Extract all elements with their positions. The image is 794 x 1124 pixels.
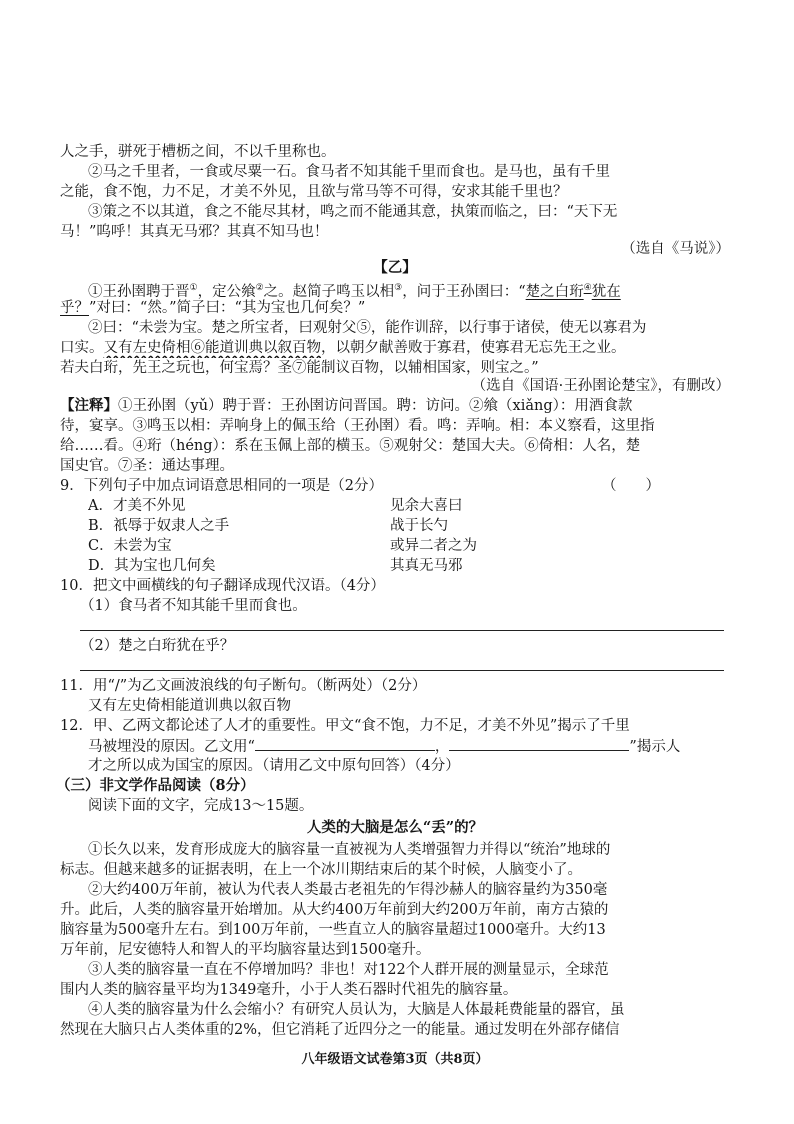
jia-paragraph-3: ③策之不以其道，食之不能尽其材，鸣之而不能通其意，执策而临之，曰：“天下无 [88, 204, 618, 220]
section-3-heading: （三）非文学作品阅读（8分） [56, 777, 255, 794]
article-paragraph-4-cont: 然现在大脑只占人类体重的2%，但它消耗了近四分之一的能量。通过发明在外部存储信 [60, 1022, 620, 1038]
article-title: 人类的大脑是怎么“丢”的？ [306, 819, 484, 836]
jia-line: 人之手，骈死于槽枥之间，不以千里称也。 [60, 144, 336, 160]
yi-paragraph-2-end: 若夫白珩，先王之玩也，何宝焉？圣⑦能制议百物，以辅相国家，则宝之。” [60, 360, 539, 376]
notes-line-4: 国史官。⑦圣：通达事理。 [60, 458, 234, 474]
yi-paragraph-2-cont: 口实。又有左史倚相⑥能道训典以叙百物，以朝夕献善败于寡君，使寡君无忘先王之业。 [60, 340, 626, 356]
article-paragraph-2-cont: 脑容量为500毫升左右。到100万年前，一些直立人的脑容量超过1000毫升。大约13 [60, 922, 606, 938]
notes-tag: 【注释】 [60, 397, 118, 414]
article-paragraph-4: ④人类的脑容量为什么会缩小？有研究人员认为，大脑是人体最耗费能量的器官，虽 [88, 1002, 625, 1018]
yi-paragraph-2: ②曰：“未尝为宝。楚之所宝者，曰观射父⑤，能作训辞，以行事于诸侯，使无以寡君为 [88, 320, 647, 336]
article-paragraph-3-cont: 围内人类的脑容量平均为1349毫升，小于人类石器时代祖先的脑容量。 [60, 982, 518, 998]
answer-line-1[interactable] [80, 630, 724, 631]
jia-paragraph-2-cont: 之能，食不饱，力不足，才美不外见，且欲与常马等不可得，安求其能千里也？ [60, 184, 568, 200]
page-footer: 八年级语文试卷第3页（共8页） [301, 1052, 489, 1067]
question-9-stem: 9．下列句子中加点词语意思相同的一项是（2分） （ ） [60, 478, 660, 494]
section-3-intro: 阅读下面的文字，完成13～15题。 [88, 798, 314, 814]
option-a: A．才美不外见 见余大喜曰 [88, 498, 463, 514]
notes-line-2: 待，宴享。③鸣玉以相：弄响身上的佩玉给（王孙圉）看。鸣：弄响。相：本义察看，这里指 [60, 418, 655, 434]
jia-paragraph-3-cont: 马！”呜呼！其真无马邪？其真不知马也！ [60, 224, 329, 240]
jia-source: （选自《马说》） [621, 241, 730, 257]
question-10-sentence-2: （2）楚之白珩犹在乎？ [80, 638, 235, 654]
article-paragraph-3: ③人类的脑容量一直在不停增加吗？非也！对122个人群开展的测量显示，全球范 [88, 962, 609, 978]
notes-line-1: 【注释】①王孙圉（yǔ）聘于晋：王孙圉访问晋国。聘：访问。②飨（xiǎng）：用酒食款 [60, 397, 633, 414]
yi-heading: 【乙】 [373, 259, 417, 276]
question-11-stem: 11．用“/”为乙文画波浪线的句子断句。（断两处）（2分） [60, 678, 427, 694]
option-d: D．其为宝也几何矣 其真无马邪 [88, 558, 463, 574]
answer-line-2[interactable] [80, 670, 724, 671]
option-b: B．祇辱于奴隶人之手 战于长勺 [88, 518, 448, 534]
question-12-stem: 12．甲、乙两文都论述了人才的重要性。甲文“食不饱，力不足，才美不外见”揭示了千里 [60, 718, 630, 734]
answer-blank-2[interactable] [449, 736, 629, 751]
option-c: C．未尝为宝 或异二者之为 [88, 538, 477, 554]
yi-paragraph-1-cont: 乎？”对曰：“然。”简子曰：“其为宝也几何矣？” [60, 300, 366, 316]
answer-blank-1[interactable] [255, 736, 435, 751]
article-paragraph-2-end: 万年前，尼安德特人和智人的平均脑容量达到1500毫升。 [60, 942, 431, 958]
wavy-underlined-sentence: 又有左史倚相⑥能道训典以叙百物 [103, 340, 321, 356]
question-11-sentence[interactable]: 又有左史倚相能道训典以叙百物 [88, 698, 291, 714]
answer-bracket[interactable]: （ ） [602, 478, 660, 494]
question-10-sentence-1: （1）食马者不知其能千里而食也。 [80, 598, 307, 614]
yi-paragraph-1: ①王孙圉聘于晋①，定公飨②之。赵简子鸣玉以相③，问于王孙圉曰：“楚之白珩④犹在 [88, 283, 621, 300]
article-paragraph-2-cont: 升。此后，人类的脑容量开始增加。从大约400万年前到大约200万年前，南方古猿的 [60, 902, 609, 918]
article-paragraph-1-cont: 标志。但越来越多的证据表明，在上一个冰川期结束后的某个时候，人脑变小了。 [60, 862, 582, 878]
jia-paragraph-2: ②马之千里者，一食或尽粟一石。食马者不知其能千里而食也。是马也，虽有千里 [88, 164, 610, 180]
yi-source: （选自《国语·王孙圉论楚宝》，有删改） [471, 378, 730, 394]
notes-line-3: 给……看。④珩（héng）：系在玉佩上部的横玉。⑤观射父：楚国大夫。⑥倚相：人名，楚 [60, 438, 641, 454]
underlined-sentence: 楚之白珩 [525, 283, 584, 300]
article-paragraph-2: ②大约400万年前，被认为代表人类最古老祖先的乍得沙赫人的脑容量约为350毫 [88, 882, 608, 898]
question-10-stem: 10．把文中画横线的句子翻译成现代汉语。（4分） [60, 578, 385, 594]
question-12-blanks: 马被埋没的原因。乙文用“ ， ”揭示人 [88, 736, 730, 757]
article-paragraph-1: ①长久以来，发育形成庞大的脑容量一直被视为人类增强智力并得以“统治”地球的 [88, 842, 611, 858]
question-12-end: 才之所以成为国宝的原因。（请用乙文中原句回答）（4分） [88, 758, 460, 774]
